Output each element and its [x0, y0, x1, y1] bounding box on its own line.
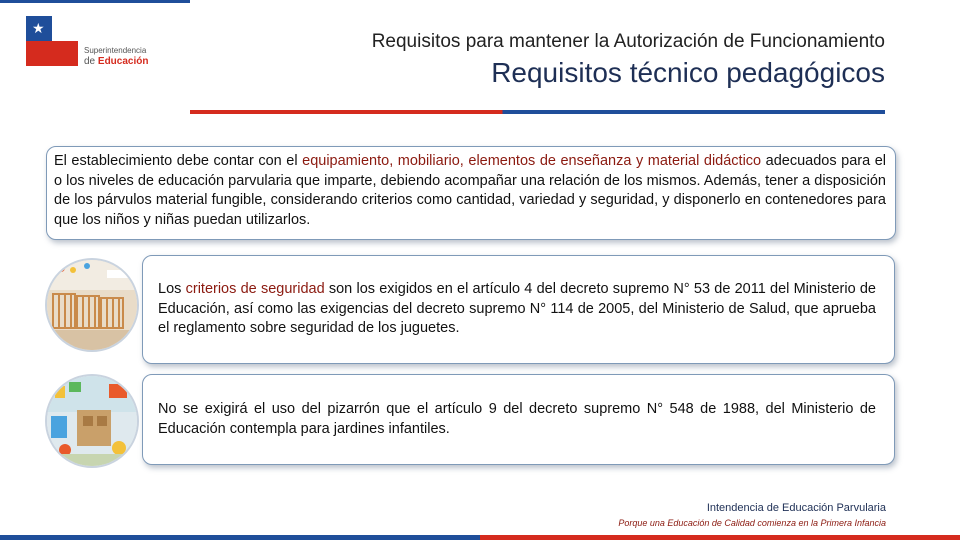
- gobierno-label: Gobierno de Chile: [56, 18, 81, 31]
- logo-org-line2: [84, 56, 148, 67]
- gobierno-flag-icon: ★: [26, 16, 78, 66]
- security-criteria-box: [142, 255, 895, 364]
- main-requirement-text: [54, 152, 886, 230]
- bottom-accent-line: [0, 535, 960, 540]
- classroom-cribs-photo: [45, 258, 139, 352]
- logo-org-line1: Superintendencia: [84, 46, 147, 55]
- footer-organization: Intendencia de Educación Parvularia: [706, 502, 886, 514]
- blackboard-exemption-text: No se exigirá el uso del pizarrón que el artículo 9 del decreto supremo N° 548 de 1988, del Ministerio de Educación contempla para jardines infantiles.: [158, 401, 876, 437]
- main-text-before: El establecimiento debe contar con el: [54, 153, 303, 169]
- page-title: Requisitos técnico pedagógicos: [491, 57, 885, 88]
- top-accent-line: [0, 0, 190, 3]
- page-subtitle: Requisitos para mantener la Autorización de Funcionamiento: [371, 31, 885, 52]
- box1-text-before: Los: [158, 281, 186, 297]
- blackboard-exemption-box: [142, 374, 895, 465]
- footer-slogan: Porque una Educación de Calidad comienza en la Primera Infancia: [618, 518, 886, 528]
- logo-org-prefix: de: [84, 56, 98, 67]
- logo-org-highlight: Educación: [97, 56, 149, 67]
- superintendencia-logo: [26, 16, 166, 72]
- main-text-after: adecuados para el o los niveles de educación parvularia que imparte, debiendo acompañar una relación de los mismos. Además, tener a disposición de los párvulos material fungible, considerando criterios como cantidad, variedad y seguridad, y disponerlo en contenedores para que los niños y niñas puedan utilizarlos.: [54, 153, 887, 228]
- security-criteria-text: [158, 280, 876, 339]
- main-requirement-box: [46, 146, 896, 240]
- classroom-playroom-photo: [45, 374, 139, 468]
- header-divider: [190, 110, 885, 114]
- main-text-highlight: equipamiento, mobiliario, elementos de enseñanza y material didáctico: [302, 153, 762, 169]
- box1-text-highlight: criterios de seguridad: [185, 281, 325, 297]
- box1-text-after: son los exigidos en el artículo 4 del decreto supremo N° 53 de 2011 del Ministerio de Educación, así como las exigencias del decreto supremo N° 114 de 2005, del Ministerio de Salud, que aprueba el reglamento sobre seguridad de los juguetes.: [158, 281, 876, 336]
